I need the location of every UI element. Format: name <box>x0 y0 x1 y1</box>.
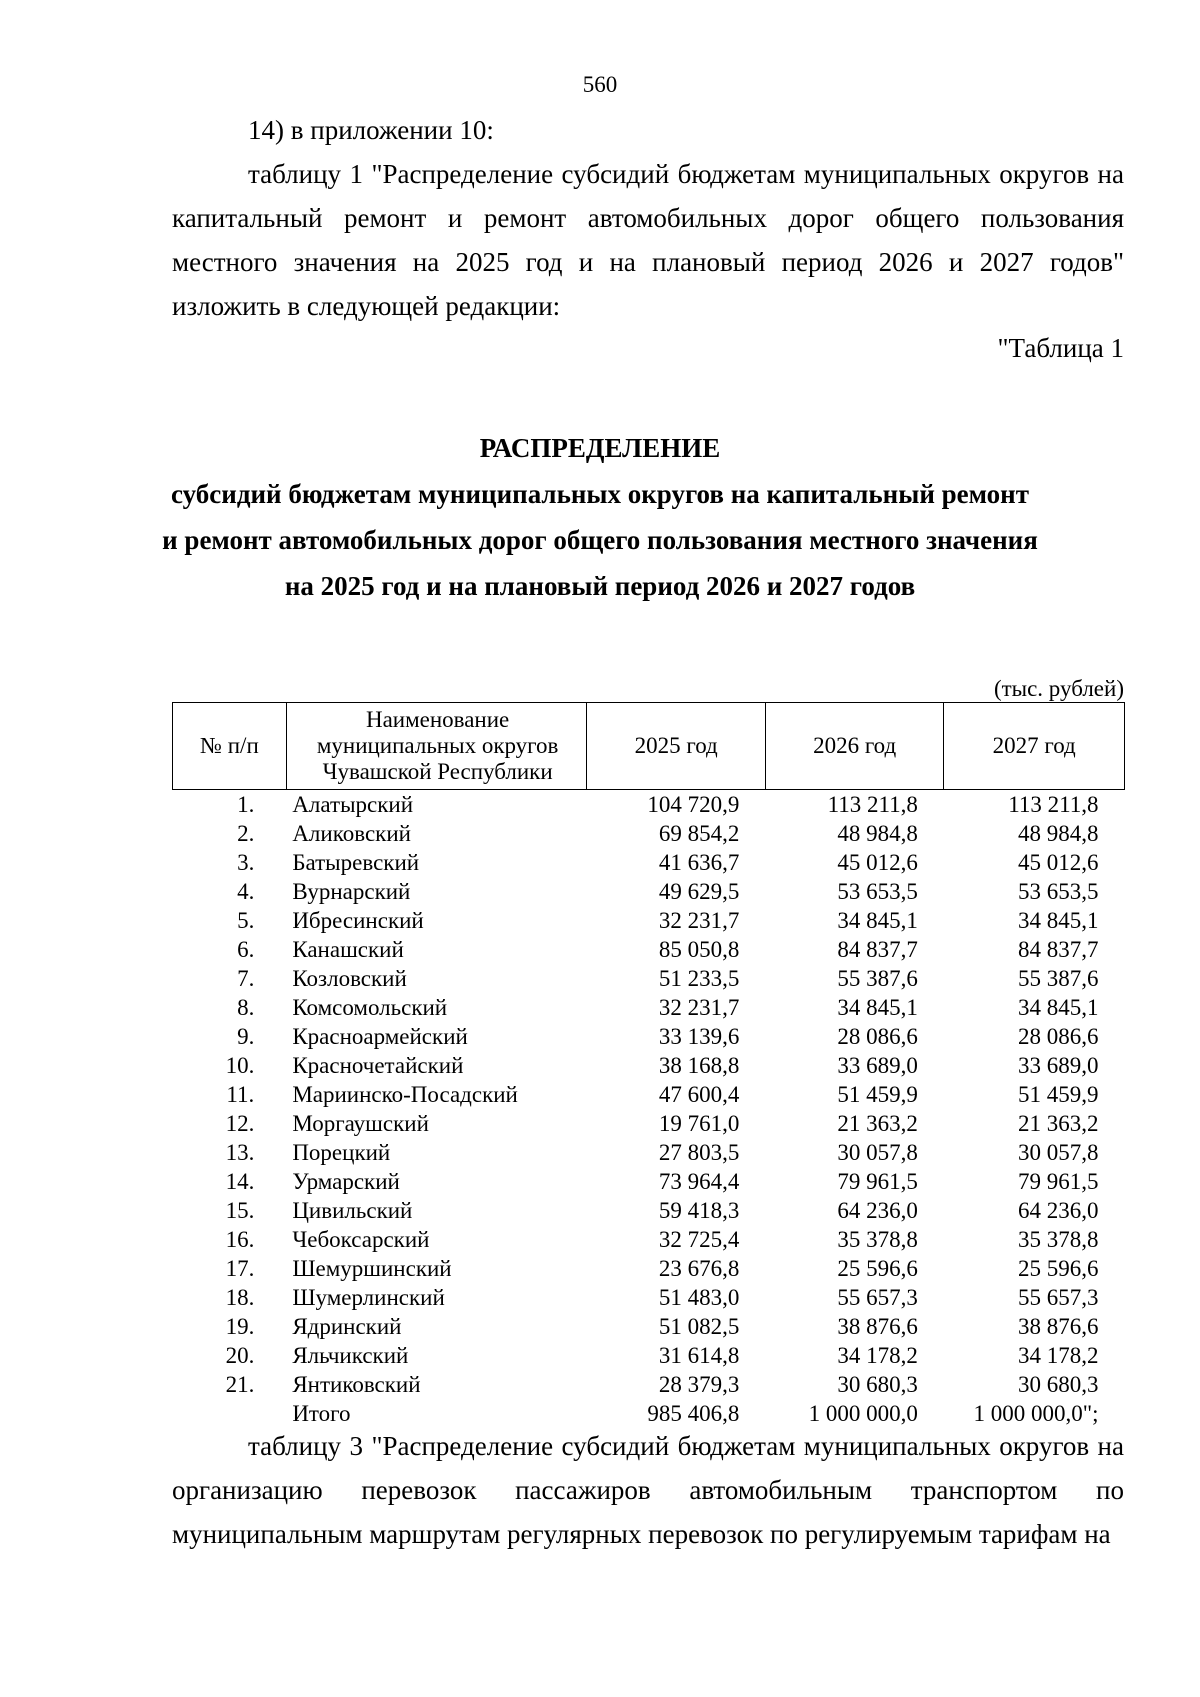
row-value-2026: 64 236,0 <box>837 1198 918 1223</box>
table-row <box>173 1051 1125 1080</box>
row-value-2025: 69 854,2 <box>658 821 740 846</box>
row-district-name: Козловский <box>292 966 407 991</box>
row-district-name: Ядринский <box>292 1314 402 1339</box>
total-value-2025: 985 406,8 <box>647 1401 740 1426</box>
row-district-name: Батыревский <box>292 850 420 875</box>
row-number: 4. <box>237 879 255 904</box>
row-value-2025: 49 629,5 <box>658 879 740 904</box>
header-name: Наименование муниципальных округов Чувашской Республики <box>286 703 587 790</box>
row-district-name: Чебоксарский <box>292 1227 430 1252</box>
row-value-2027: 34 845,1 <box>1018 908 1099 933</box>
row-value-2025: 23 676,8 <box>658 1256 740 1281</box>
row-value-2025: 59 418,3 <box>658 1198 740 1223</box>
header-2026: 2026 год <box>765 703 943 790</box>
row-value-2025: 27 803,5 <box>658 1140 740 1165</box>
header-2027: 2027 год <box>944 703 1125 790</box>
row-value-2027: 30 057,8 <box>1018 1140 1099 1165</box>
row-number: 16. <box>225 1227 255 1252</box>
table-row <box>173 1341 1125 1370</box>
row-value-2026: 113 211,8 <box>827 792 918 817</box>
row-value-2027: 45 012,6 <box>1018 850 1099 875</box>
row-value-2027: 21 363,2 <box>1018 1111 1099 1136</box>
row-value-2025: 41 636,7 <box>658 850 740 875</box>
table-row <box>173 964 1125 993</box>
row-number: 21. <box>225 1372 255 1397</box>
header-num: № п/п <box>173 703 287 790</box>
table-row <box>173 1109 1125 1138</box>
total-value-2026: 1 000 000,0 <box>808 1401 918 1426</box>
next-paragraph-text: таблицу 3 "Распределение субсидий бюджетам муниципальных округов на организацию перевозок пассажиров автомобильным транспортом по муниципальным маршрутам регулярных перевозок по регулируемым тарифам на <box>172 1431 1124 1549</box>
table-row <box>173 790 1125 820</box>
table-reference: "Таблица 1 <box>997 333 1124 363</box>
row-value-2027: 64 236,0 <box>1018 1198 1099 1223</box>
row-number: 15. <box>225 1198 255 1223</box>
row-value-2026: 55 657,3 <box>837 1285 918 1310</box>
row-number: 12. <box>225 1111 255 1136</box>
row-value-2025: 31 614,8 <box>658 1343 740 1368</box>
intro-paragraph <box>172 108 1124 328</box>
row-value-2025: 28 379,3 <box>658 1372 740 1397</box>
row-value-2026: 51 459,9 <box>837 1082 918 1107</box>
row-district-name: Яльчикский <box>292 1343 409 1368</box>
row-value-2026: 34 845,1 <box>837 908 918 933</box>
row-value-2026: 30 680,3 <box>837 1372 918 1397</box>
table-row <box>173 935 1125 964</box>
row-value-2026: 34 178,2 <box>837 1343 918 1368</box>
table-row <box>173 1138 1125 1167</box>
row-district-name: Алатырский <box>292 792 414 817</box>
row-district-name: Красночетайский <box>292 1053 464 1078</box>
row-value-2025: 51 233,5 <box>658 966 740 991</box>
row-number: 2. <box>237 821 255 846</box>
row-value-2026: 84 837,7 <box>837 937 918 962</box>
row-district-name: Комсомольский <box>292 995 448 1020</box>
row-value-2026: 33 689,0 <box>837 1053 918 1078</box>
row-number: 11. <box>226 1082 255 1107</box>
table-row <box>173 1196 1125 1225</box>
row-value-2027: 34 845,1 <box>1018 995 1099 1020</box>
row-value-2025: 19 761,0 <box>658 1111 740 1136</box>
table-header-row <box>173 703 1125 790</box>
table-row <box>173 1370 1125 1399</box>
row-district-name: Шумерлинский <box>292 1285 445 1310</box>
row-value-2027: 48 984,8 <box>1018 821 1099 846</box>
row-value-2026: 21 363,2 <box>837 1111 918 1136</box>
row-value-2025: 51 082,5 <box>658 1314 740 1339</box>
table-row <box>173 1080 1125 1109</box>
table-row <box>173 993 1125 1022</box>
table-row <box>173 1312 1125 1341</box>
row-number: 18. <box>225 1285 255 1310</box>
row-district-name: Шемуршинский <box>292 1256 452 1281</box>
row-value-2027: 113 211,8 <box>1008 792 1099 817</box>
row-value-2026: 25 596,6 <box>837 1256 918 1281</box>
next-paragraph <box>172 1424 1124 1556</box>
row-value-2025: 32 231,7 <box>658 995 740 1020</box>
row-value-2026: 48 984,8 <box>837 821 918 846</box>
table-row <box>173 1283 1125 1312</box>
row-number: 6. <box>237 937 255 962</box>
row-value-2026: 34 845,1 <box>837 995 918 1020</box>
table-body <box>173 790 1125 1429</box>
row-value-2025: 51 483,0 <box>658 1285 740 1310</box>
row-value-2027: 30 680,3 <box>1018 1372 1099 1397</box>
subtitle-line-3: на 2025 год и на плановый период 2026 и 2027 годов <box>284 571 916 601</box>
row-value-2027: 84 837,7 <box>1018 937 1099 962</box>
row-number: 8. <box>237 995 255 1020</box>
intro-text: таблицу 1 "Распределение субсидий бюджетам муниципальных округов на капитальный ремонт и ремонт автомобильных дорог общего пользования местного значения на 2025 год и на плановый период 2026 и 2027 годов" изложить в следующей редакции: <box>172 159 1124 321</box>
table-row <box>173 1022 1125 1051</box>
row-district-name: Канашский <box>292 937 404 962</box>
row-value-2025: 85 050,8 <box>658 937 740 962</box>
subtitle-line-1: субсидий бюджетам муниципальных округов на капитальный ремонт <box>171 479 1029 509</box>
row-district-name: Красноармейский <box>292 1024 468 1049</box>
row-value-2027: 38 876,6 <box>1018 1314 1099 1339</box>
row-district-name: Мариинско-Посадский <box>292 1082 518 1107</box>
row-value-2027: 79 961,5 <box>1018 1169 1099 1194</box>
row-value-2025: 33 139,6 <box>658 1024 740 1049</box>
subtitle-line-2: и ремонт автомобильных дорог общего пользования местного значения <box>162 525 1038 555</box>
row-number: 19. <box>225 1314 255 1339</box>
row-district-name: Цивильский <box>292 1198 413 1223</box>
table-subtitle <box>0 471 1200 609</box>
row-value-2026: 35 378,8 <box>837 1227 918 1252</box>
intro-item: 14) в приложении 10: <box>248 115 494 145</box>
row-value-2026: 45 012,6 <box>837 850 918 875</box>
row-number: 13. <box>225 1140 255 1165</box>
row-number: 14. <box>225 1169 255 1194</box>
row-number: 17. <box>225 1256 255 1281</box>
row-district-name: Урмарский <box>292 1169 400 1194</box>
row-number: 20. <box>225 1343 255 1368</box>
row-value-2027: 55 657,3 <box>1018 1285 1099 1310</box>
total-value-2027: 1 000 000,0"; <box>973 1401 1099 1426</box>
table-row <box>173 848 1125 877</box>
row-value-2027: 28 086,6 <box>1018 1024 1099 1049</box>
row-number: 5. <box>237 908 255 933</box>
row-value-2026: 28 086,6 <box>837 1024 918 1049</box>
row-value-2025: 73 964,4 <box>658 1169 740 1194</box>
row-value-2026: 79 961,5 <box>837 1169 918 1194</box>
row-value-2027: 55 387,6 <box>1018 966 1099 991</box>
row-value-2027: 33 689,0 <box>1018 1053 1099 1078</box>
units-label: (тыс. рублей) <box>993 676 1124 701</box>
page-number: 560 <box>582 72 618 97</box>
table-row <box>173 1167 1125 1196</box>
table-row <box>173 906 1125 935</box>
total-label: Итого <box>292 1401 351 1426</box>
row-value-2025: 47 600,4 <box>658 1082 740 1107</box>
row-value-2025: 104 720,9 <box>647 792 740 817</box>
row-value-2025: 32 725,4 <box>658 1227 740 1252</box>
distribution-table <box>172 702 1125 1428</box>
row-district-name: Порецкий <box>292 1140 391 1165</box>
row-district-name: Аликовский <box>292 821 411 846</box>
row-value-2026: 53 653,5 <box>837 879 918 904</box>
row-district-name: Моргаушский <box>292 1111 429 1136</box>
row-number: 1. <box>237 792 255 817</box>
row-value-2027: 35 378,8 <box>1018 1227 1099 1252</box>
table-row <box>173 1225 1125 1254</box>
row-number: 9. <box>237 1024 255 1049</box>
row-value-2026: 30 057,8 <box>837 1140 918 1165</box>
row-value-2027: 51 459,9 <box>1018 1082 1099 1107</box>
row-number: 7. <box>237 966 255 991</box>
header-2025: 2025 год <box>587 703 765 790</box>
row-value-2027: 34 178,2 <box>1018 1343 1099 1368</box>
table-row <box>173 877 1125 906</box>
row-district-name: Ибресинский <box>292 908 424 933</box>
row-number: 10. <box>225 1053 255 1078</box>
row-district-name: Янтиковский <box>292 1372 421 1397</box>
row-value-2025: 32 231,7 <box>658 908 740 933</box>
row-number: 3. <box>237 850 255 875</box>
row-value-2025: 38 168,8 <box>658 1053 740 1078</box>
row-value-2027: 53 653,5 <box>1018 879 1099 904</box>
table-row <box>173 1254 1125 1283</box>
row-value-2026: 38 876,6 <box>837 1314 918 1339</box>
row-value-2026: 55 387,6 <box>837 966 918 991</box>
row-value-2027: 25 596,6 <box>1018 1256 1099 1281</box>
row-district-name: Вурнарский <box>292 879 411 904</box>
table-title: РАСПРЕДЕЛЕНИЕ <box>479 433 721 463</box>
table-row <box>173 819 1125 848</box>
